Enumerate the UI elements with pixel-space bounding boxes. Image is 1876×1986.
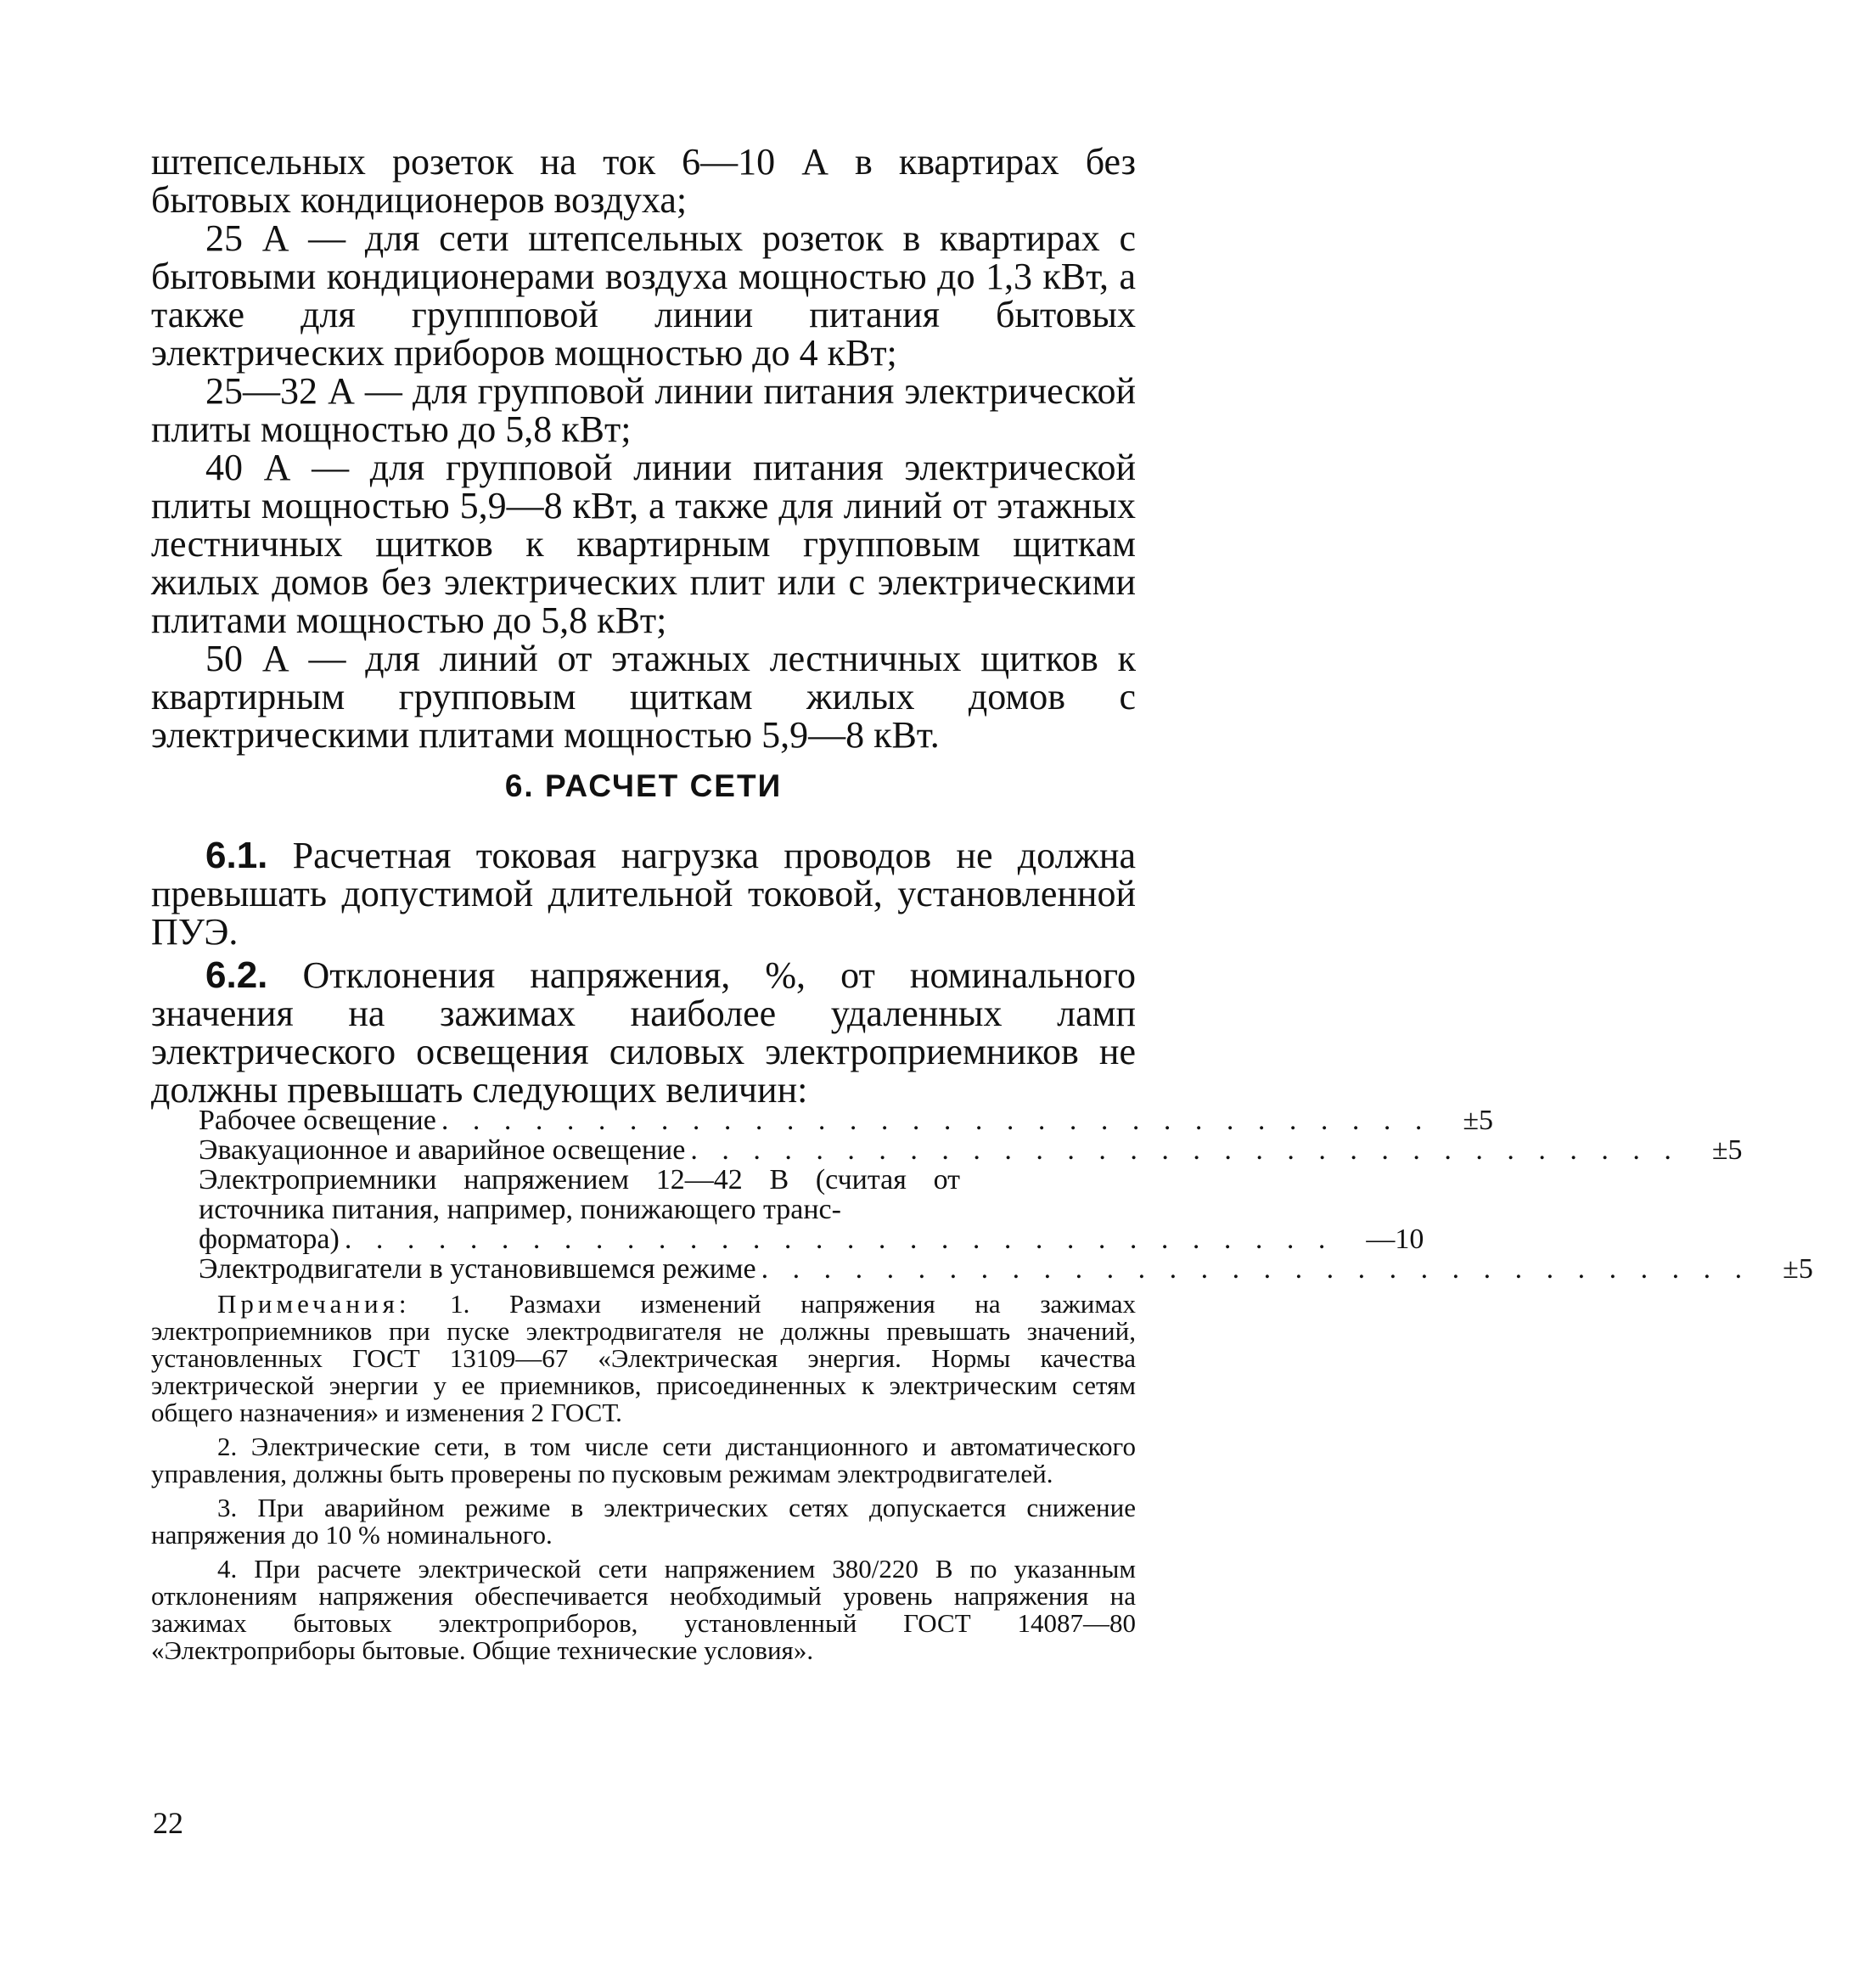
table-row [199, 1105, 1494, 1136]
leader-dots: . . . . . . . . . . . . . . . . . . . . . . . . . . . . . . . . [761, 1253, 1751, 1285]
row-value: ±5 [1711, 1134, 1743, 1166]
note-1 [151, 1291, 1136, 1426]
section-6-body [151, 836, 1136, 1109]
paragraph-50a: 50 А — для линий от этажных лестничных щитков к квартирным групповым щиткам жилых домов с электрическими плитами мощностью 5,9—8 кВт. [151, 638, 1136, 756]
note-3: 3. При аварийном режиме в электрических сетях допускается снижение напряжения до 10 % номинального. [151, 1493, 1136, 1550]
paragraph-25a: 25 А — для сети штепсельных розеток в квартирах с бытовыми кондиционерами воздуха мощностью до 1,3 кВт, а также для группповой линии питания бытовых электрических приборов мощностью до 4 кВт; [151, 217, 1136, 374]
table-row [199, 1165, 1086, 1224]
paragraph-25-32a: 25—32 А — для групповой линии питания электрической плиты мощностью до 5,8 кВт; [151, 370, 1136, 450]
leader-dots: . . . . . . . . . . . . . . . . . . . . . . . . . . . . . . . . [344, 1224, 1334, 1255]
leader-dots: . . . . . . . . . . . . . . . . . . . . . . . . . . . . . . . . [690, 1134, 1680, 1166]
row-label: Рабочее освещение [199, 1105, 436, 1136]
voltage-deviation-table [199, 1105, 1813, 1285]
note-4: 4. При расчете электрической сети напряжением 380/220 В по указанным отклонениям напряжения обеспечивается необходимый уровень напряжения на зажимах бытовых электроприборов, установленный ГОСТ 14087—80 «Электроприборы бытовые. Общие технические условия». [151, 1554, 1136, 1665]
row-value: ±5 [1783, 1253, 1813, 1285]
note-2: 2. Электрические сети, в том числе сети дистанционного и автоматического управления, должны быть проверены по пусковым режимам электродвигателей. [151, 1432, 1136, 1488]
notes-block [151, 1291, 1136, 1664]
paragraph-40a: 40 А — для групповой линии питания электрической плиты мощностью 5,9—8 кВт, а также для линий от этажных лестничных щитков к квартирным групповым щиткам жилых домов без электрических плит или с электрическими плитами мощностью до 5,8 кВт; [151, 447, 1136, 641]
clause-6-1-number: 6.1. [205, 835, 268, 876]
row-label: Электродвигатели в установившемся режиме [199, 1253, 756, 1285]
row-label: Эвакуационное и аварийное освещение [199, 1134, 686, 1166]
note-1-text: 1. Размахи изменений напряжения на зажимах электроприемников при пуске электродвигателя не должны превышать значений, установленных ГОСТ 13109—67 «Электрическая энергия. Нормы качества электрической энергии у ее приемников, присоединенных к электрическим сетям общего назначения» и изменения 2 ГОСТ. [151, 1289, 1136, 1427]
paragraph-continued: штепсельных розеток на ток 6—10 А в квартирах без бытовых кондиционеров воздуха; [151, 141, 1136, 221]
row-label-wrap [199, 1254, 1776, 1284]
clause-6-1 [151, 836, 1136, 951]
row-label-multiline: Электроприемники напряжением 12—42 В (считая от источника питания, например, понижающего транс- [199, 1164, 960, 1225]
leader-dots: . . . . . . . . . . . . . . . . . . . . . . . . . . . . . . . . [441, 1105, 1431, 1136]
clause-6-2 [151, 956, 1136, 1109]
row-label: форматора) [199, 1224, 340, 1255]
page-number: 22 [153, 1806, 183, 1840]
clause-6-2-number: 6.2. [205, 954, 268, 996]
table-row [199, 1253, 1813, 1285]
table-row [199, 1134, 1743, 1166]
row-label-wrap [199, 1106, 1456, 1135]
section-heading: 6. РАСЧЕТ СЕТИ [504, 768, 783, 803]
table-row [199, 1224, 1424, 1255]
row-value: —10 [1366, 1224, 1424, 1255]
body-text [151, 143, 1136, 754]
row-label-wrap [199, 1224, 1359, 1254]
notes-label: Примечания: [217, 1289, 411, 1319]
row-value: ±5 [1463, 1105, 1494, 1136]
clause-6-2-text: Отклонения напряжения, %, от номинального значения на зажимах наиболее удаленных ламп электрического освещения силовых электроприемников не должны превышать следующих величин: [151, 954, 1136, 1111]
clause-6-1-text: Расчетная токовая нагрузка проводов не должна превышать допустимой длительной токовой, установленной ПУЭ. [151, 835, 1136, 953]
row-label-wrap [199, 1135, 1705, 1165]
